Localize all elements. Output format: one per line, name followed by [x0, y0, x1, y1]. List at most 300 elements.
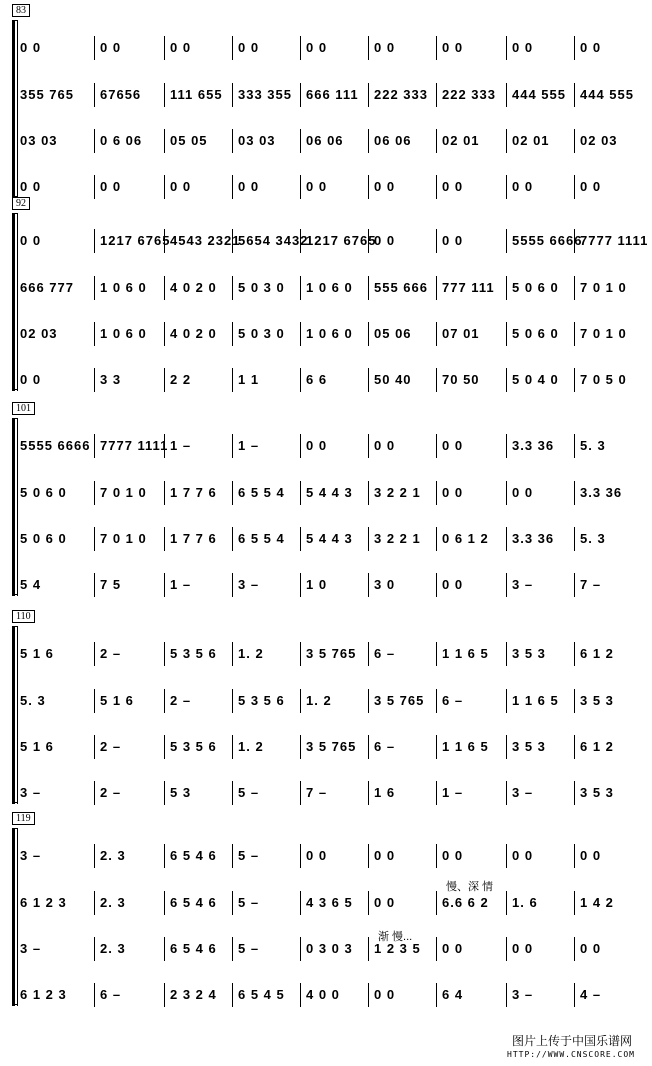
system-bracket	[12, 213, 15, 391]
measure-notes: 7 0 1 0	[580, 326, 627, 341]
barline	[164, 276, 165, 300]
barline	[94, 937, 95, 961]
measure-notes: 6 5 4 6	[170, 941, 217, 956]
measure-notes: 0 0	[580, 941, 602, 956]
barline	[164, 129, 165, 153]
measure-notes: 03 03	[238, 133, 276, 148]
measure-notes: 333 355	[238, 87, 292, 102]
measure-notes: 3 5 3	[580, 693, 614, 708]
measure-notes: 7777 1111	[580, 233, 649, 248]
measure-notes: 0 0	[20, 179, 42, 194]
measure-notes: 7 0 5 0	[580, 372, 627, 387]
measure-notes: 6 –	[374, 646, 396, 661]
measure-notes: 70 50	[442, 372, 480, 387]
barline	[368, 276, 369, 300]
measure-notes: 5 3 5 6	[238, 693, 285, 708]
measure-notes: 5555 6666	[20, 438, 91, 453]
barline	[574, 322, 575, 346]
measure-notes: 4 0 0	[306, 987, 340, 1002]
measure-notes: 1 0 6 0	[306, 280, 353, 295]
measure-notes: 1 1 6 5	[442, 739, 489, 754]
barline	[506, 689, 507, 713]
measure-notes: 7 –	[580, 577, 602, 592]
barline	[436, 276, 437, 300]
measure-notes: 5 –	[238, 941, 260, 956]
measure-notes: 0 0	[512, 848, 534, 863]
barline	[300, 527, 301, 551]
measure-notes: 7 5	[100, 577, 122, 592]
measure-notes: 555 666	[374, 280, 428, 295]
barline	[436, 83, 437, 107]
measure-notes: 0 0	[374, 987, 396, 1002]
measure-notes: 3 –	[512, 785, 534, 800]
barline	[300, 781, 301, 805]
measure-notes: 5654 3432	[238, 233, 309, 248]
measure-notes: 111 655	[170, 87, 223, 102]
barline	[368, 368, 369, 392]
measure-notes: 3.3 36	[512, 531, 555, 546]
measure-notes: 3 5 765	[374, 693, 425, 708]
barline	[436, 781, 437, 805]
barline	[94, 481, 95, 505]
measure-notes: 5 3 5 6	[170, 646, 217, 661]
measure-notes: 5 0 6 0	[512, 326, 559, 341]
measure-notes: 6 5 4 6	[170, 848, 217, 863]
measure-notes: 5 4	[20, 577, 42, 592]
barline	[368, 573, 369, 597]
barline	[574, 129, 575, 153]
measure-notes: 0 0	[374, 40, 396, 55]
barline	[506, 573, 507, 597]
barline	[368, 983, 369, 1007]
measure-notes: 0 0	[170, 179, 192, 194]
measure-notes: 355 765	[20, 87, 74, 102]
barline	[232, 83, 233, 107]
barline	[368, 434, 369, 458]
measure-notes: 7 0 1 0	[100, 531, 147, 546]
barline	[232, 844, 233, 868]
measure-notes: 02 03	[20, 326, 58, 341]
barline	[368, 844, 369, 868]
measure-notes: 0 3 0 3	[306, 941, 353, 956]
barline	[164, 83, 165, 107]
barline	[368, 735, 369, 759]
barline	[164, 527, 165, 551]
system-bracket-thin	[17, 626, 18, 804]
measure-notes: 1217 6765	[306, 233, 377, 248]
barline	[436, 368, 437, 392]
measure-notes: 3 3	[100, 372, 122, 387]
barline	[368, 689, 369, 713]
barline	[506, 276, 507, 300]
measure-notes: 0 0	[512, 40, 534, 55]
barline	[300, 83, 301, 107]
measure-notes: 5 –	[238, 895, 260, 910]
measure-notes: 444 555	[512, 87, 566, 102]
measure-notes: 0 0	[442, 485, 464, 500]
barline	[94, 735, 95, 759]
barline	[94, 129, 95, 153]
barline	[574, 527, 575, 551]
barline	[574, 36, 575, 60]
barline	[368, 527, 369, 551]
barline	[300, 573, 301, 597]
barline	[506, 481, 507, 505]
measure-notes: 3 2 2 1	[374, 531, 421, 546]
barline	[574, 434, 575, 458]
measure-notes: 2 –	[100, 785, 122, 800]
footer-url: HTTP://WWW.CNSCORE.COM	[507, 1050, 635, 1059]
barline	[574, 573, 575, 597]
barline	[506, 129, 507, 153]
barline	[436, 937, 437, 961]
measure-notes: 5 1 6	[20, 646, 54, 661]
barline	[436, 481, 437, 505]
measure-notes: 5 3	[170, 785, 192, 800]
barline	[232, 129, 233, 153]
barline	[506, 781, 507, 805]
barline	[436, 891, 437, 915]
barline	[574, 937, 575, 961]
measure-notes: 5 4 4 3	[306, 485, 353, 500]
barline	[164, 735, 165, 759]
measure-notes: 1 –	[442, 785, 464, 800]
measure-notes: 3 5 3	[512, 739, 546, 754]
measure-notes: 6 5 5 4	[238, 485, 285, 500]
barline	[300, 129, 301, 153]
measure-notes: 1 4 2	[580, 895, 614, 910]
measure-notes: 0 0	[20, 40, 42, 55]
measure-notes: 0 0	[442, 577, 464, 592]
measure-notes: 4 –	[580, 987, 602, 1002]
measure-notes: 1 7 7 6	[170, 485, 217, 500]
measure-notes: 4 0 2 0	[170, 326, 217, 341]
measure-notes: 0 6 06	[100, 133, 143, 148]
barline	[300, 642, 301, 666]
measure-notes: 3 –	[512, 987, 534, 1002]
measure-notes: 0 0	[580, 179, 602, 194]
tempo-marking-ritardando: 渐 慢...	[378, 931, 413, 943]
barline	[232, 891, 233, 915]
measure-notes: 6 –	[442, 693, 464, 708]
measure-notes: 0 0	[512, 941, 534, 956]
measure-number: 92	[12, 197, 30, 210]
measure-notes: 0 0	[374, 895, 396, 910]
measure-notes: 0 0	[374, 848, 396, 863]
barline	[574, 735, 575, 759]
measure-notes: 6 5 4 6	[170, 895, 217, 910]
measure-notes: 5 0 3 0	[238, 326, 285, 341]
barline	[436, 129, 437, 153]
measure-notes: 5555 6666	[512, 233, 583, 248]
measure-notes: 6 5 5 4	[238, 531, 285, 546]
barline	[232, 735, 233, 759]
barline	[232, 781, 233, 805]
measure-notes: 1 7 7 6	[170, 531, 217, 546]
measure-notes: 3 –	[20, 941, 42, 956]
measure-notes: 0 0	[442, 179, 464, 194]
measure-notes: 0 6 1 2	[442, 531, 489, 546]
measure-notes: 7777 1111	[100, 438, 169, 453]
measure-number: 101	[12, 402, 35, 415]
system-bracket	[12, 20, 15, 198]
measure-notes: 0 0	[238, 40, 260, 55]
measure-notes: 7 0 1 0	[100, 485, 147, 500]
barline	[232, 434, 233, 458]
measure-notes: 222 333	[442, 87, 496, 102]
barline	[94, 642, 95, 666]
measure-notes: 1 2 3 5	[374, 941, 421, 956]
measure-notes: 02 01	[442, 133, 480, 148]
barline	[436, 844, 437, 868]
measure-notes: 5. 3	[580, 438, 606, 453]
system-bracket-thin	[17, 828, 18, 1006]
barline	[232, 642, 233, 666]
measure-notes: 0 0	[580, 40, 602, 55]
measure-notes: 2 2	[170, 372, 192, 387]
measure-notes: 5 0 6 0	[20, 485, 67, 500]
barline	[94, 781, 95, 805]
measure-notes: 0 0	[20, 372, 42, 387]
measure-notes: 7 0 1 0	[580, 280, 627, 295]
measure-notes: 777 111	[442, 280, 495, 295]
barline	[574, 368, 575, 392]
measure-notes: 2 –	[100, 739, 122, 754]
measure-notes: 06 06	[374, 133, 412, 148]
barline	[94, 573, 95, 597]
barline	[94, 983, 95, 1007]
measure-notes: 1 1	[238, 372, 260, 387]
barline	[164, 983, 165, 1007]
measure-notes: 2. 3	[100, 848, 126, 863]
barline	[94, 175, 95, 199]
footer-site-label: 图片上传于中国乐谱网	[512, 1034, 633, 1048]
measure-notes: 6 1 2	[580, 739, 614, 754]
measure-notes: 3.3 36	[580, 485, 623, 500]
barline	[94, 36, 95, 60]
barline	[574, 891, 575, 915]
measure-notes: 5. 3	[580, 531, 606, 546]
system-bracket	[12, 418, 15, 596]
measure-notes: 0 0	[442, 941, 464, 956]
measure-notes: 0 0	[442, 233, 464, 248]
measure-notes: 0 0	[306, 848, 328, 863]
barline	[232, 689, 233, 713]
barline	[368, 129, 369, 153]
barline	[506, 642, 507, 666]
measure-notes: 3.3 36	[512, 438, 555, 453]
barline	[94, 229, 95, 253]
measure-notes: 1 6	[374, 785, 396, 800]
measure-notes: 50 40	[374, 372, 412, 387]
barline	[232, 36, 233, 60]
measure-notes: 1. 2	[238, 646, 264, 661]
measure-notes: 02 03	[580, 133, 618, 148]
measure-notes: 222 333	[374, 87, 428, 102]
barline	[94, 891, 95, 915]
barline	[300, 175, 301, 199]
measure-notes: 1217 6765	[100, 233, 171, 248]
barline	[94, 276, 95, 300]
measure-notes: 5 0 6 0	[20, 531, 67, 546]
barline	[94, 434, 95, 458]
measure-notes: 05 06	[374, 326, 412, 341]
barline	[232, 527, 233, 551]
measure-notes: 6.6 6 2	[442, 895, 489, 910]
barline	[300, 322, 301, 346]
measure-notes: 2 –	[170, 693, 192, 708]
barline	[232, 368, 233, 392]
measure-notes: 1. 2	[238, 739, 264, 754]
measure-notes: 3 –	[20, 785, 42, 800]
measure-notes: 4543 2321	[170, 233, 241, 248]
barline	[368, 937, 369, 961]
barline	[94, 322, 95, 346]
barline	[300, 983, 301, 1007]
measure-notes: 0 0	[374, 233, 396, 248]
measure-notes: 2 3 2 4	[170, 987, 217, 1002]
barline	[574, 844, 575, 868]
measure-notes: 1 0 6 0	[100, 326, 147, 341]
barline	[506, 322, 507, 346]
measure-notes: 0 0	[306, 438, 328, 453]
barline	[436, 322, 437, 346]
barline	[506, 368, 507, 392]
barline	[232, 937, 233, 961]
measure-notes: 3 –	[20, 848, 42, 863]
barline	[300, 891, 301, 915]
measure-notes: 5 0 3 0	[238, 280, 285, 295]
measure-notes: 0 0	[580, 848, 602, 863]
barline	[574, 276, 575, 300]
measure-notes: 1 1 6 5	[442, 646, 489, 661]
barline	[368, 322, 369, 346]
system-bracket-thin	[17, 20, 18, 198]
measure-notes: 6 –	[100, 987, 122, 1002]
barline	[368, 481, 369, 505]
barline	[436, 229, 437, 253]
measure-notes: 2. 3	[100, 895, 126, 910]
measure-notes: 5 3 5 6	[170, 739, 217, 754]
measure-notes: 2 –	[100, 646, 122, 661]
measure-notes: 0 0	[442, 848, 464, 863]
barline	[300, 276, 301, 300]
barline	[436, 36, 437, 60]
measure-notes: 5 0 6 0	[512, 280, 559, 295]
barline	[300, 36, 301, 60]
barline	[94, 844, 95, 868]
measure-notes: 666 111	[306, 87, 359, 102]
system-bracket	[12, 828, 15, 1006]
system-bracket-thin	[17, 418, 18, 596]
barline	[164, 175, 165, 199]
barline	[506, 735, 507, 759]
measure-notes: 67656	[100, 87, 142, 102]
tempo-marking-slow-deep: 慢、深 情	[446, 881, 494, 893]
system-bracket	[12, 626, 15, 804]
measure-notes: 0 0	[306, 179, 328, 194]
measure-notes: 6 1 2	[580, 646, 614, 661]
barline	[574, 481, 575, 505]
barline	[164, 36, 165, 60]
barline	[506, 527, 507, 551]
barline	[94, 83, 95, 107]
measure-notes: 1. 2	[306, 693, 332, 708]
measure-notes: 1 0	[306, 577, 328, 592]
barline	[164, 368, 165, 392]
measure-notes: 1 1 6 5	[512, 693, 559, 708]
barline	[574, 83, 575, 107]
measure-notes: 0 0	[238, 179, 260, 194]
barline	[574, 781, 575, 805]
barline	[506, 229, 507, 253]
measure-notes: 02 01	[512, 133, 550, 148]
barline	[300, 937, 301, 961]
measure-notes: 5 1 6	[20, 739, 54, 754]
measure-notes: 3 –	[238, 577, 260, 592]
barline	[506, 937, 507, 961]
barline	[436, 434, 437, 458]
measure-notes: 6 6	[306, 372, 328, 387]
measure-notes: 06 06	[306, 133, 344, 148]
barline	[506, 983, 507, 1007]
measure-notes: 7 –	[306, 785, 328, 800]
barline	[232, 175, 233, 199]
measure-notes: 5 1 6	[100, 693, 134, 708]
barline	[506, 891, 507, 915]
barline	[164, 642, 165, 666]
barline	[164, 891, 165, 915]
measure-notes: 1 0 6 0	[100, 280, 147, 295]
measure-notes: 4 3 6 5	[306, 895, 353, 910]
barline	[300, 735, 301, 759]
barline	[506, 36, 507, 60]
measure-notes: 0 0	[374, 438, 396, 453]
barline	[232, 322, 233, 346]
barline	[232, 983, 233, 1007]
barline	[436, 573, 437, 597]
barline	[164, 781, 165, 805]
barline	[164, 573, 165, 597]
barline	[164, 481, 165, 505]
measure-notes: 3 5 765	[306, 646, 357, 661]
barline	[574, 689, 575, 713]
barline	[164, 322, 165, 346]
measure-notes: 3 0	[374, 577, 396, 592]
barline	[164, 844, 165, 868]
barline	[436, 689, 437, 713]
measure-notes: 6 1 2 3	[20, 895, 67, 910]
measure-notes: 1 –	[170, 577, 192, 592]
measure-notes: 6 5 4 5	[238, 987, 285, 1002]
measure-notes: 2. 3	[100, 941, 126, 956]
measure-notes: 03 03	[20, 133, 58, 148]
measure-notes: 1. 6	[512, 895, 538, 910]
barline	[232, 573, 233, 597]
measure-notes: 5 –	[238, 785, 260, 800]
barline	[436, 527, 437, 551]
measure-notes: 444 555	[580, 87, 634, 102]
measure-notes: 0 0	[100, 179, 122, 194]
measure-notes: 0 0	[512, 179, 534, 194]
measure-notes: 4 0 2 0	[170, 280, 217, 295]
barline	[164, 937, 165, 961]
measure-number: 110	[12, 610, 35, 623]
measure-notes: 3 5 3	[512, 646, 546, 661]
barline	[368, 781, 369, 805]
measure-notes: 5 0 4 0	[512, 372, 559, 387]
barline	[506, 844, 507, 868]
